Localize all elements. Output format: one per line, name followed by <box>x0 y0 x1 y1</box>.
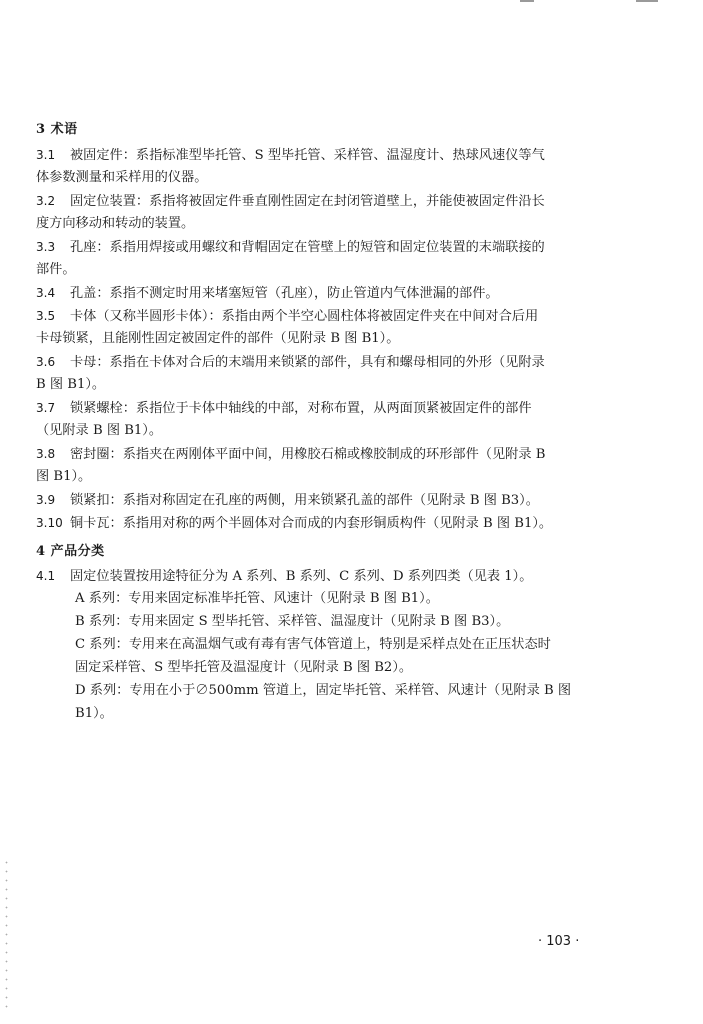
item-3-8-line-2: 图 B1）。 <box>36 469 92 484</box>
item-3-2-line-2: 度方向移动和转动的装置。 <box>36 216 195 231</box>
item-3-10-number: 3.10 <box>36 516 63 530</box>
item-3-3-line-2: 部件。 <box>36 262 76 277</box>
item-3-4-number: 3.4 <box>36 286 56 300</box>
item-3-5-number: 3.5 <box>36 309 56 323</box>
series-a-line: A 系列：专用来固定标准毕托管、风速计（见附录 B 图 B1）。 <box>75 591 439 606</box>
item-4-1-number: 4.1 <box>36 569 56 583</box>
section-3-heading: 3 术语 <box>36 122 78 137</box>
item-3-2-number: 3.2 <box>36 194 56 208</box>
item-3-6-number: 3.6 <box>36 355 56 369</box>
item-3-6-line-1 <box>36 353 545 372</box>
section-4-heading: 4 产品分类 <box>36 544 105 559</box>
series-b-line: B 系列：专用来固定 S 型毕托管、采样管、温湿度计（见附录 B 图 B3）。 <box>75 614 510 629</box>
item-3-8-number: 3.8 <box>36 447 56 461</box>
scan-mark <box>520 0 534 2</box>
item-4-1-line-1 <box>36 567 532 586</box>
item-3-6-line-2: B 图 B1）。 <box>36 377 106 392</box>
page-number: · 103 · <box>538 934 580 949</box>
item-3-8-text: 密封圈：系指夹在两刚体平面中间，用橡胶石棉或橡胶制成的环形部件（见附录 B <box>70 447 546 462</box>
item-3-5-text: 卡体（又称半圆形卡体）：系指由两个半空心圆柱体将被固定件夹在中间对合后用 <box>70 309 539 324</box>
series-d-line-2: B1）。 <box>75 706 113 721</box>
item-3-9-number: 3.9 <box>36 493 56 507</box>
item-3-3-text: 孔座：系指用焊接或用螺纹和背帽固定在管壁上的短管和固定位装置的末端联接的 <box>70 240 545 255</box>
item-3-10-line-1 <box>36 514 552 533</box>
item-3-7-line-2: （见附录 B 图 B1）。 <box>36 423 163 438</box>
item-3-1-line-1 <box>36 146 545 165</box>
item-3-1-text: 被固定件：系指标准型毕托管、S 型毕托管、采样管、温湿度计、热球风速仪等气 <box>70 148 545 163</box>
item-3-3-number: 3.3 <box>36 240 56 254</box>
series-c-line-1: C 系列：专用来在高温烟气或有毒有害气体管道上，特别是采样点处在正压状态时 <box>75 637 551 652</box>
item-3-3-line-1 <box>36 238 545 257</box>
series-c-line-2: 固定采样管、S 型毕托管及温湿度计（见附录 B 图 B2）。 <box>75 660 413 675</box>
item-3-5-line-2: 卡母锁紧，且能刚性固定被固定件的部件（见附录 B 图 B1）。 <box>36 331 400 346</box>
item-4-1-text: 固定位装置按用途特征分为 A 系列、B 系列、C 系列、D 系列四类（见表 1）。 <box>70 569 533 584</box>
item-3-7-number: 3.7 <box>36 401 56 415</box>
scan-specks <box>5 858 8 1008</box>
item-3-2-text: 固定位装置：系指将被固定件垂直刚性固定在封闭管道壁上，并能使被固定件沿长 <box>70 194 545 209</box>
item-3-1-number: 3.1 <box>36 148 56 162</box>
item-3-1-line-2: 体参数测量和采样用的仪器。 <box>36 170 208 185</box>
item-3-7-text: 锁紧螺栓：系指位于卡体中轴线的中部，对称布置，从两面顶紧被固定件的部件 <box>70 401 532 416</box>
series-d-line-1: D 系列：专用在小于∅500mm 管道上，固定毕托管、采样管、风速计（见附录 B 图 <box>75 683 572 698</box>
item-3-4-text: 孔盖：系指不测定时用来堵塞短管（孔座），防止管道内气体泄漏的部件。 <box>70 286 499 301</box>
scan-mark <box>636 0 658 2</box>
item-3-4-line-1 <box>36 284 499 303</box>
item-3-5-line-1 <box>36 307 538 326</box>
item-3-8-line-1 <box>36 445 545 464</box>
item-3-6-text: 卡母：系指在卡体对合后的末端用来锁紧的部件，具有和螺母相同的外形（见附录 <box>70 355 545 370</box>
item-3-7-line-1 <box>36 399 532 418</box>
item-3-2-line-1 <box>36 192 545 211</box>
item-3-10-text: 铜卡瓦：系指用对称的两个半圆体对合而成的内套形铜质构件（见附录 B 图 B1）。 <box>70 516 553 531</box>
item-3-9-line-1 <box>36 491 539 510</box>
item-3-9-text: 锁紧扣：系指对称固定在孔座的两侧，用来锁紧孔盖的部件（见附录 B 图 B3）。 <box>70 493 539 508</box>
